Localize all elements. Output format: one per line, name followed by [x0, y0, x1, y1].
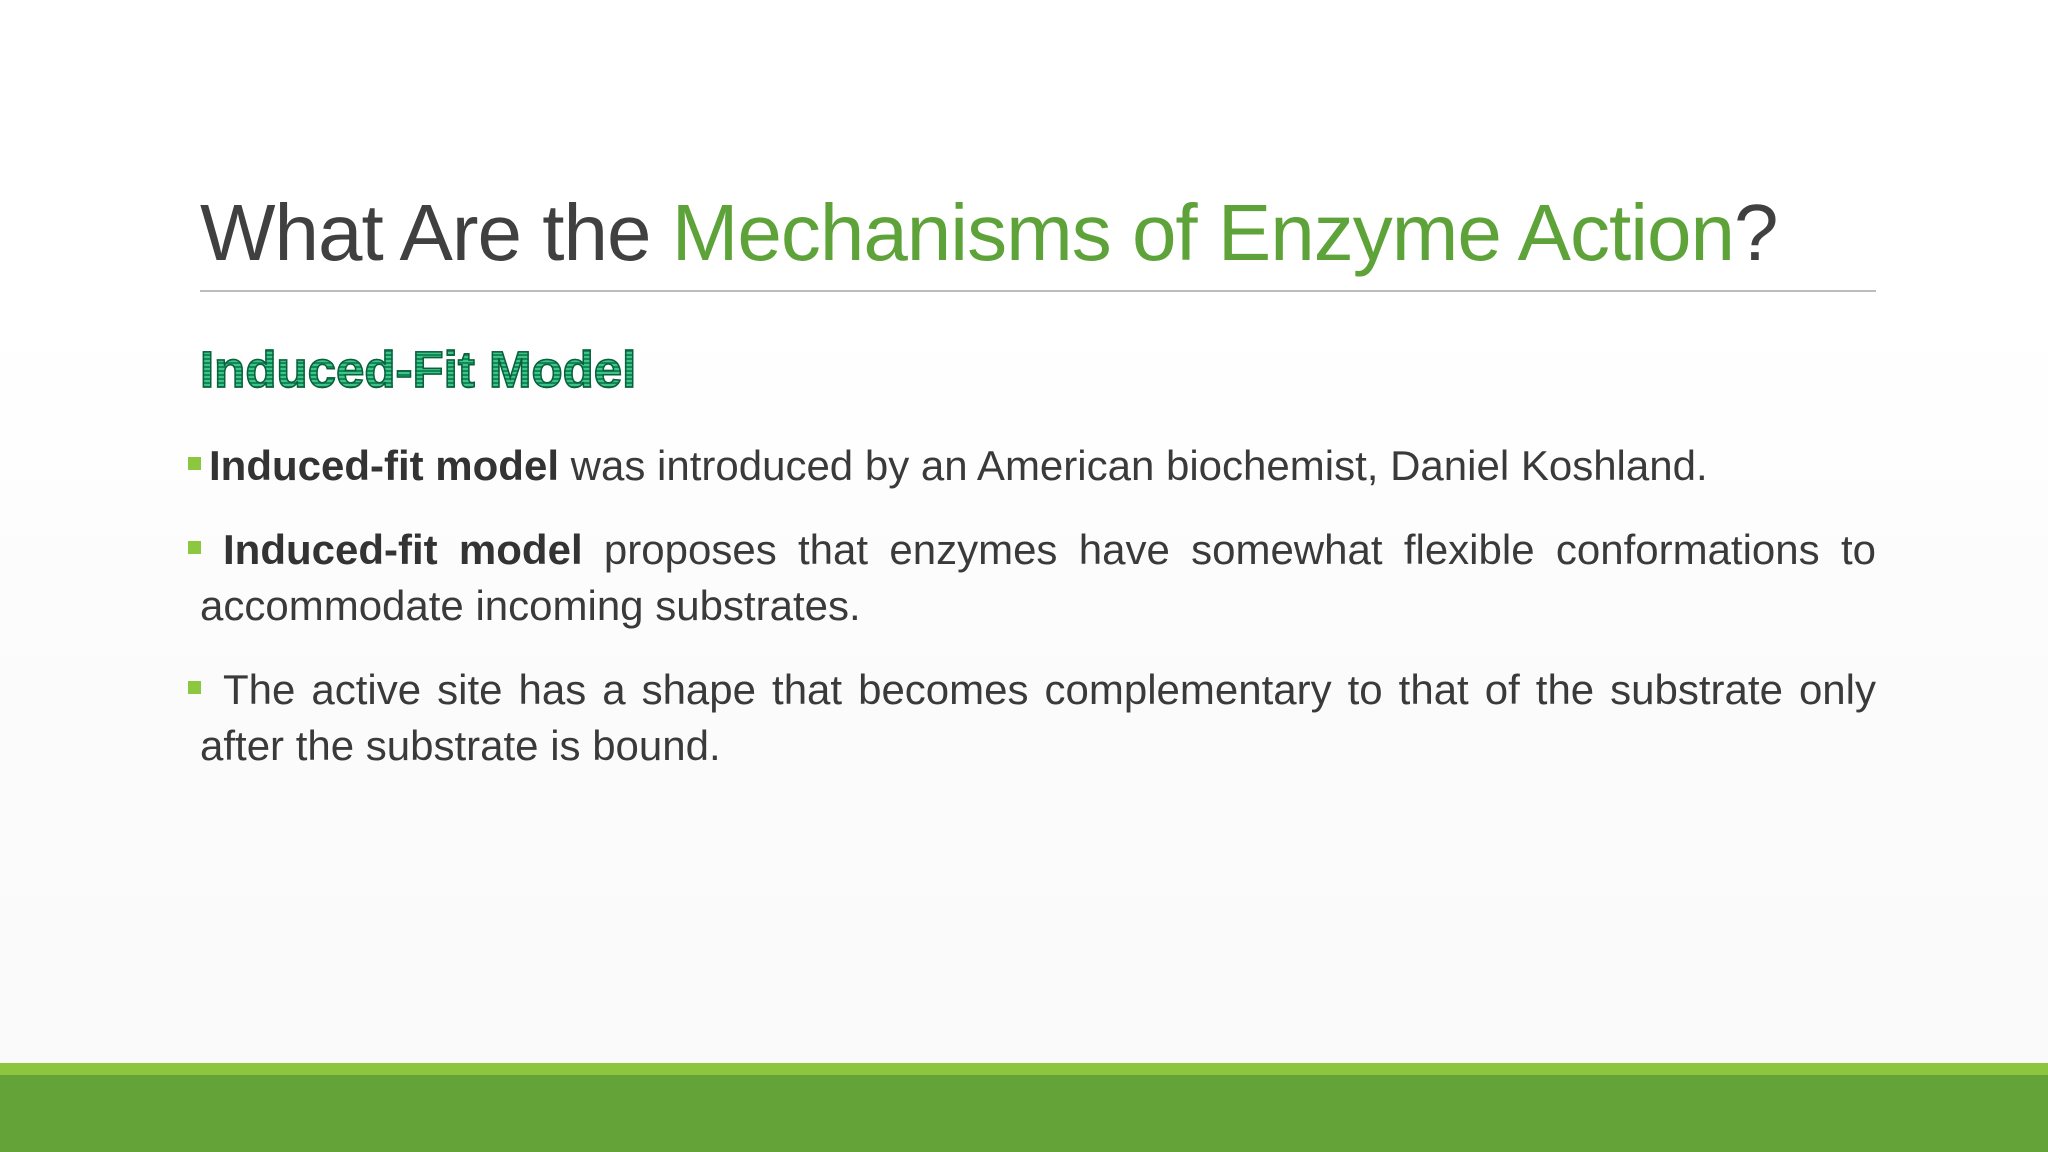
bullet-text: The active site has a shape that becomes complementary to that of the substrate only after the substrate is bound. [200, 666, 1876, 769]
title-divider [200, 290, 1876, 292]
bullet-text: proposes that enzymes have somewhat flexible conformations to accommodate incoming substrates. [200, 526, 1876, 629]
bullet-item [186, 438, 1876, 494]
bullet-list [186, 438, 1876, 802]
title-suffix: ? [1734, 188, 1778, 277]
slide-title [200, 178, 1880, 288]
bullet-bold-term: Induced-fit model [223, 526, 583, 573]
bullet-item [200, 522, 1876, 634]
title-accent: Mechanisms of Enzyme Action [671, 188, 1735, 277]
title-prefix: What Are the [200, 188, 672, 277]
footer-accent-stripe [0, 1063, 2048, 1075]
square-bullet-icon [188, 457, 201, 470]
section-subheading: Induced-Fit Model [200, 338, 636, 402]
footer-band [0, 1075, 2048, 1152]
square-bullet-icon [188, 681, 201, 694]
square-bullet-icon [188, 541, 201, 554]
bullet-item [200, 662, 1876, 774]
bullet-text: was introduced by an American biochemist, Daniel Koshland. [559, 442, 1708, 489]
bullet-bold-term: Induced-fit model [209, 442, 559, 489]
